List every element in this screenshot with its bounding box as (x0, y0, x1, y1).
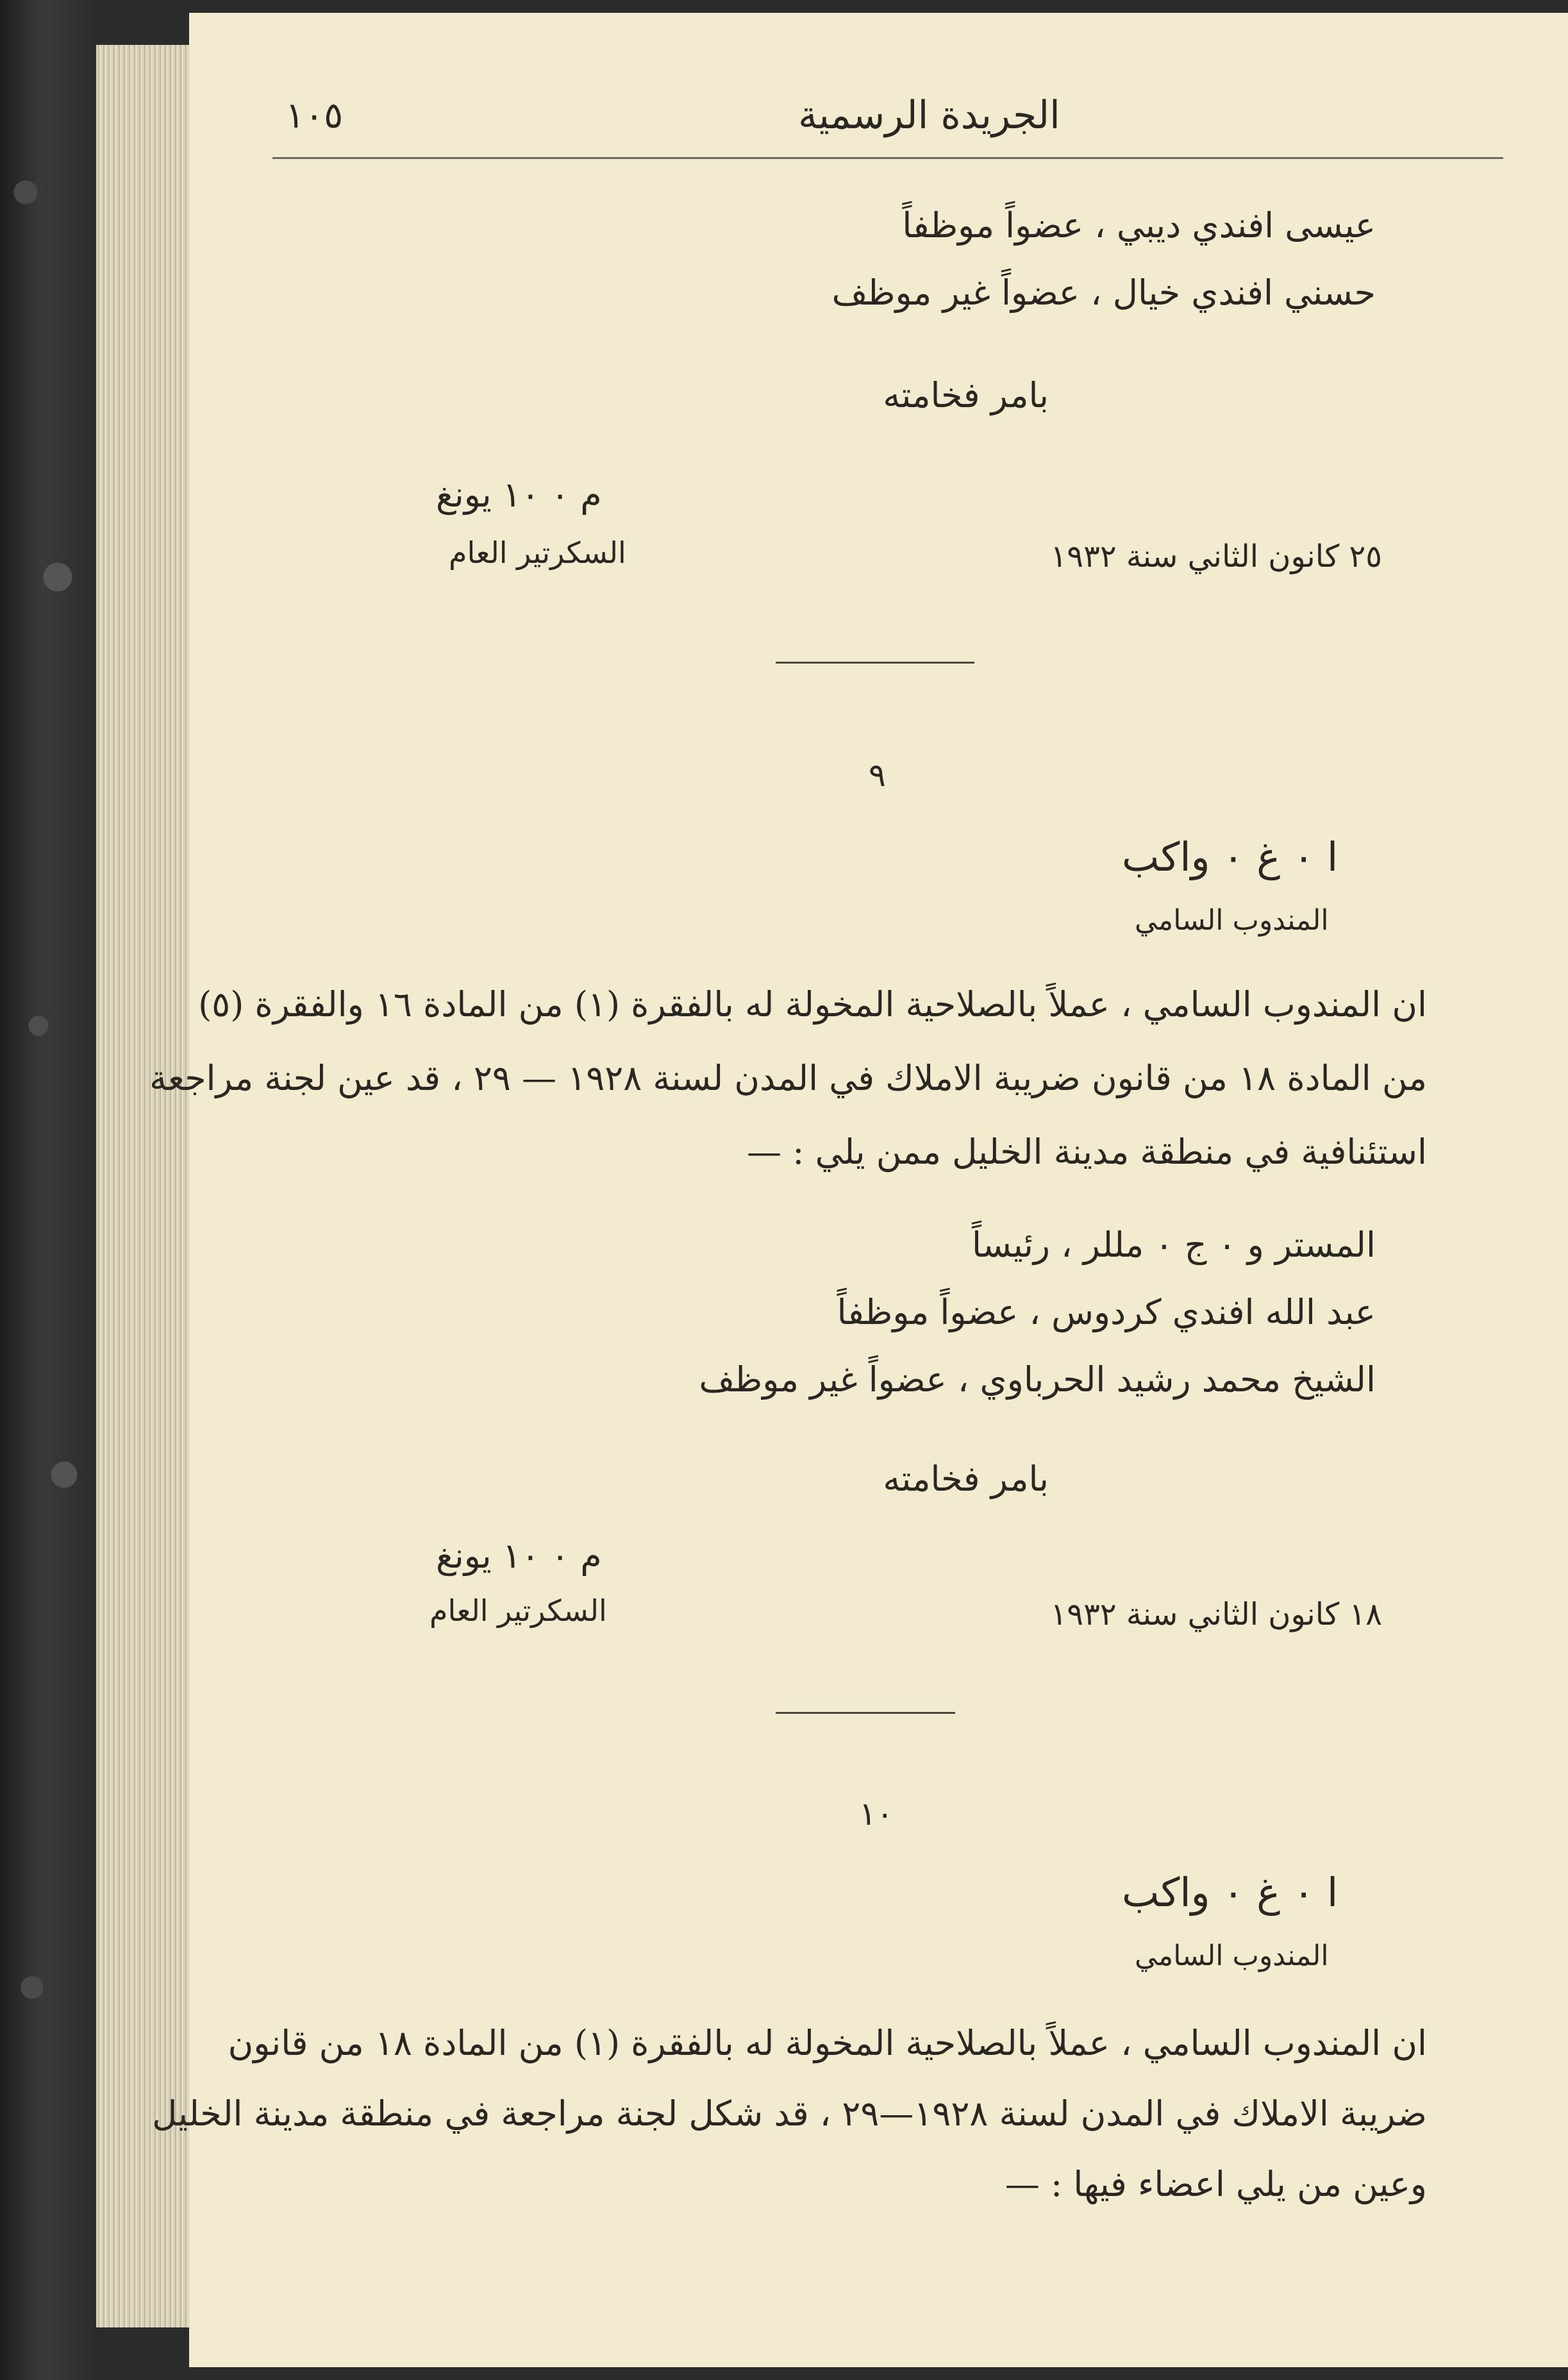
page-stack-edge (96, 45, 192, 2327)
member-line: المستر و ٠ ج ٠ مللر ، رئيساً (971, 1225, 1376, 1265)
by-order: بامر فخامته (883, 375, 1049, 415)
issuer-title: المندوب السامي (1135, 1940, 1329, 1972)
notice-date: ١٨ كانون الثاني سنة ١٩٣٢ (1050, 1596, 1382, 1632)
signatory-title: السكرتير العام (430, 1593, 607, 1628)
by-order: بامر فخامته (883, 1459, 1049, 1499)
member-line: عيسى افندي ديبي ، عضواً موظفاً (902, 205, 1376, 246)
issuer-name: ا ٠ غ ٠ واكب (1122, 1869, 1339, 1916)
book-cover (0, 0, 103, 2380)
member-line: الشيخ محمد رشيد الحرباوي ، عضواً غير موظف (699, 1359, 1376, 1400)
body-line: استئنافية في منطقة مدينة الخليل ممن يلي : — (747, 1132, 1427, 1172)
signatory-name: م ٠ ١٠ يونغ (436, 474, 602, 515)
body-line: ان المندوب السامي ، عملاً بالصلاحية المخولة له بالفقرة (١) من المادة ١٦ والفقرة (٥) (198, 984, 1427, 1025)
page-title: الجريدة الرسمية (798, 93, 1060, 138)
body-line: وعين من يلي اعضاء فيها : — (1005, 2164, 1427, 2204)
section-number: ١٠ (859, 1795, 894, 1832)
issuer-title: المندوب السامي (1135, 904, 1329, 937)
body-line: ان المندوب السامي ، عملاً بالصلاحية المخولة له بالفقرة (١) من المادة ١٨ من قانون (228, 2023, 1427, 2063)
member-line: عبد الله افندي كردوس ، عضواً موظفاً (837, 1292, 1376, 1332)
gazette-page (149, 13, 1568, 2367)
body-line: من المادة ١٨ من قانون ضريبة الاملاك في المدن لسنة ١٩٢٨ — ٢٩ ، قد عين لجنة مراجعة (149, 1058, 1427, 1098)
section-separator (776, 1712, 955, 1714)
signatory-name: م ٠ ١٠ يونغ (436, 1536, 602, 1576)
issuer-name: ا ٠ غ ٠ واكب (1122, 834, 1339, 880)
page-number: ١٠٥ (285, 95, 344, 137)
member-line: حسني افندي خيال ، عضواً غير موظف (831, 272, 1376, 313)
section-number: ٩ (869, 757, 886, 794)
header-rule (272, 157, 1503, 159)
notice-date: ٢٥ كانون الثاني سنة ١٩٣٢ (1050, 539, 1382, 574)
signatory-title: السكرتير العام (449, 535, 626, 570)
body-line: ضريبة الاملاك في المدن لسنة ١٩٢٨—٢٩ ، قد شكل لجنة مراجعة في منطقة مدينة الخليل (152, 2093, 1427, 2134)
section-separator (776, 662, 974, 664)
